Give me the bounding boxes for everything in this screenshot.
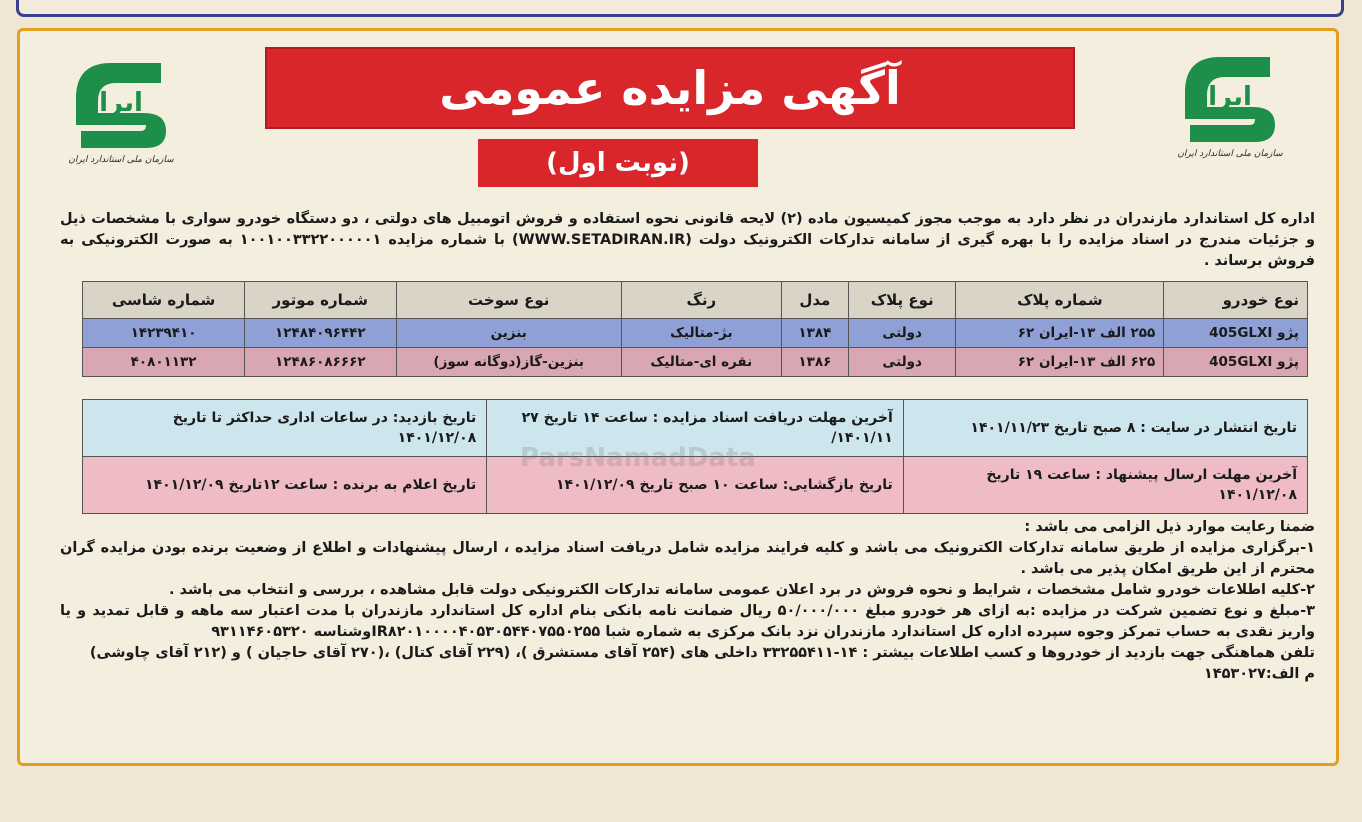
cell: ۴۰۸۰۱۱۳۲ bbox=[83, 348, 245, 377]
logo-caption-right: سازمان ملی استاندارد ایران bbox=[1177, 149, 1283, 159]
publish-date: تاریخ انتشار در سایت : ۸ صبح تاریخ ۱۴۰۱/۱۱/۲۳ bbox=[903, 400, 1307, 457]
table-row bbox=[83, 400, 1308, 457]
top-strip bbox=[16, 0, 1344, 17]
notes-section bbox=[60, 517, 1315, 685]
cell: ۶۲۵ الف ۱۳-ایران ۶۲ bbox=[956, 348, 1164, 377]
isiri-logo-icon bbox=[1175, 47, 1285, 147]
cell: دولتی bbox=[848, 319, 955, 348]
isiri-logo-icon bbox=[66, 53, 176, 153]
notice-title: آگهی مزایده عمومی bbox=[265, 47, 1075, 129]
notice-subtitle: (نوبت اول) bbox=[478, 139, 758, 187]
col-header: شماره شاسی bbox=[83, 282, 245, 319]
cell: ۲۵۵ الف ۱۳-ایران ۶۲ bbox=[956, 319, 1164, 348]
note-3: ۳-مبلغ و نوع تضمین شرکت در مزایده :به ازای هر خودرو مبلغ ۵۰/۰۰۰/۰۰۰ ریال ضمانت نامه بانکی بنام اداره کل استاندارد مازندران با مدت اعتبار سه ماهه و قابل تمدید و یا واریز نقدی به حساب تمرکز وجوه سپرده اداره کل استاندارد مازندران نزد بانک مرکزی به شماره شبا IR۸۲۰۱۰۰۰۰۴۰۵۳۰۵۴۴۰۷۵۵۰۲۵۵وشناسه ۹۳۱۱۴۶۰۵۳۲۰ bbox=[60, 603, 1315, 640]
cell: بژ-متالیک bbox=[621, 319, 781, 348]
intro-paragraph: اداره کل استاندارد مازندران در نظر دارد به موجب مجوز کمیسیون ماده (۲) لایحه قانونی نحوه استفاده و فروش اتومبیل های دولتی ، دو دستگاه خودرو سواری با مشخصات ذیل و جزئیات مندرج در اسناد مزایده را با بهره گیری از سامانه تدارکات الکترونیک دولت (WWW.SETADIRAN.IR) با شماره مزایده ۱۰۰۱۰۰۳۳۲۲۰۰۰۰۰۱ به صورت الکترونیکی به فروش برساند . bbox=[60, 211, 1315, 269]
notes-header: ضمنا رعایت موارد ذیل الزامی می باشد : bbox=[1024, 519, 1315, 535]
bid-deadline: آخرین مهلت ارسال پیشنهاد : ساعت ۱۹ تاریخ ۱۴۰۱/۱۲/۰۸ bbox=[903, 457, 1307, 514]
cell: ۱۴۲۳۹۴۱۰ bbox=[83, 319, 245, 348]
reference-number: م الف:۱۴۵۳۰۲۷ bbox=[1203, 666, 1315, 682]
cell: پژو 405GLXI bbox=[1164, 348, 1308, 377]
note-1: ۱-برگزاری مزایده از طریق سامانه تدارکات الکترونیک می باشد و کلیه فرایند مزایده شامل دریافت اسناد مزایده ، ارسال پیشنهادات و اطلاع از وضعیت برنده بودن مزایده گران محترم از این طریق امکان پذیر می باشد . bbox=[60, 540, 1315, 577]
visit-date: تاریخ بازدید: در ساعات اداری حداکثر تا تاریخ ۱۴۰۱/۱۲/۰۸ bbox=[83, 400, 487, 457]
dates-table bbox=[82, 399, 1308, 514]
cell: دولتی bbox=[848, 348, 955, 377]
svg-text:ایرا: ایرا bbox=[99, 88, 143, 118]
col-header: شماره پلاک bbox=[956, 282, 1164, 319]
watermark: ParsNamadData bbox=[520, 443, 756, 473]
col-header: نوع سوخت bbox=[396, 282, 621, 319]
table-row bbox=[83, 319, 1308, 348]
cell: ۱۲۴۸۶۰۸۶۶۶۲ bbox=[245, 348, 396, 377]
cell: ۱۲۴۸۴۰۹۶۴۴۲ bbox=[245, 319, 396, 348]
standard-logo-left bbox=[66, 53, 176, 173]
cell: بنزین bbox=[396, 319, 621, 348]
cell: نقره ای-متالیک bbox=[621, 348, 781, 377]
vehicle-table-header bbox=[83, 282, 1308, 319]
docs-deadline: آخرین مهلت دریافت اسناد مزایده : ساعت ۱۴ تاریخ ۲۷ ۱۴۰۱/۱۱/ bbox=[487, 400, 904, 457]
note-2: ۲-کلیه اطلاعات خودرو شامل مشخصات ، شرایط و نحوه فروش در برد اعلان عمومی سامانه تدارکات الکترونیکی دولت قابل مشاهده ، بررسی و انتخاب می باشد . bbox=[168, 582, 1315, 598]
winner-announce-date: تاریخ اعلام به برنده : ساعت ۱۲تاریخ ۱۴۰۱/۱۲/۰۹ bbox=[83, 457, 487, 514]
vehicle-table bbox=[82, 281, 1308, 377]
logo-caption-left: سازمان ملی استاندارد ایران bbox=[68, 155, 174, 165]
col-header: نوع خودرو bbox=[1164, 282, 1308, 319]
contact-phone: تلفن هماهنگی جهت بازدید از خودروها و کسب اطلاعات بیشتر : ۱۴-۳۳۲۵۵۴۱۱ داخلی های (۲۵۴ آقای مستشرق )، (۲۲۹ آقای کتال) ،(۲۷۰ آقای حاجیان ) و (۲۱۲ آقای چاوشی) bbox=[89, 645, 1315, 661]
col-header: مدل bbox=[781, 282, 848, 319]
cell: بنزین-گاز(دوگانه سوز) bbox=[396, 348, 621, 377]
opening-date: تاریخ بازگشایی: ساعت ۱۰ صبح تاریخ ۱۴۰۱/۱۲/۰۹ bbox=[487, 457, 904, 514]
cell: پژو 405GLXI bbox=[1164, 319, 1308, 348]
col-header: شماره موتور bbox=[245, 282, 396, 319]
col-header: رنگ bbox=[621, 282, 781, 319]
svg-text:ایرا: ایرا bbox=[1208, 82, 1252, 112]
notice-frame bbox=[17, 28, 1339, 766]
cell: ۱۳۸۴ bbox=[781, 319, 848, 348]
standard-logo-right bbox=[1175, 47, 1285, 167]
col-header: نوع پلاک bbox=[848, 282, 955, 319]
table-row bbox=[83, 457, 1308, 514]
cell: ۱۳۸۶ bbox=[781, 348, 848, 377]
table-row bbox=[83, 348, 1308, 377]
